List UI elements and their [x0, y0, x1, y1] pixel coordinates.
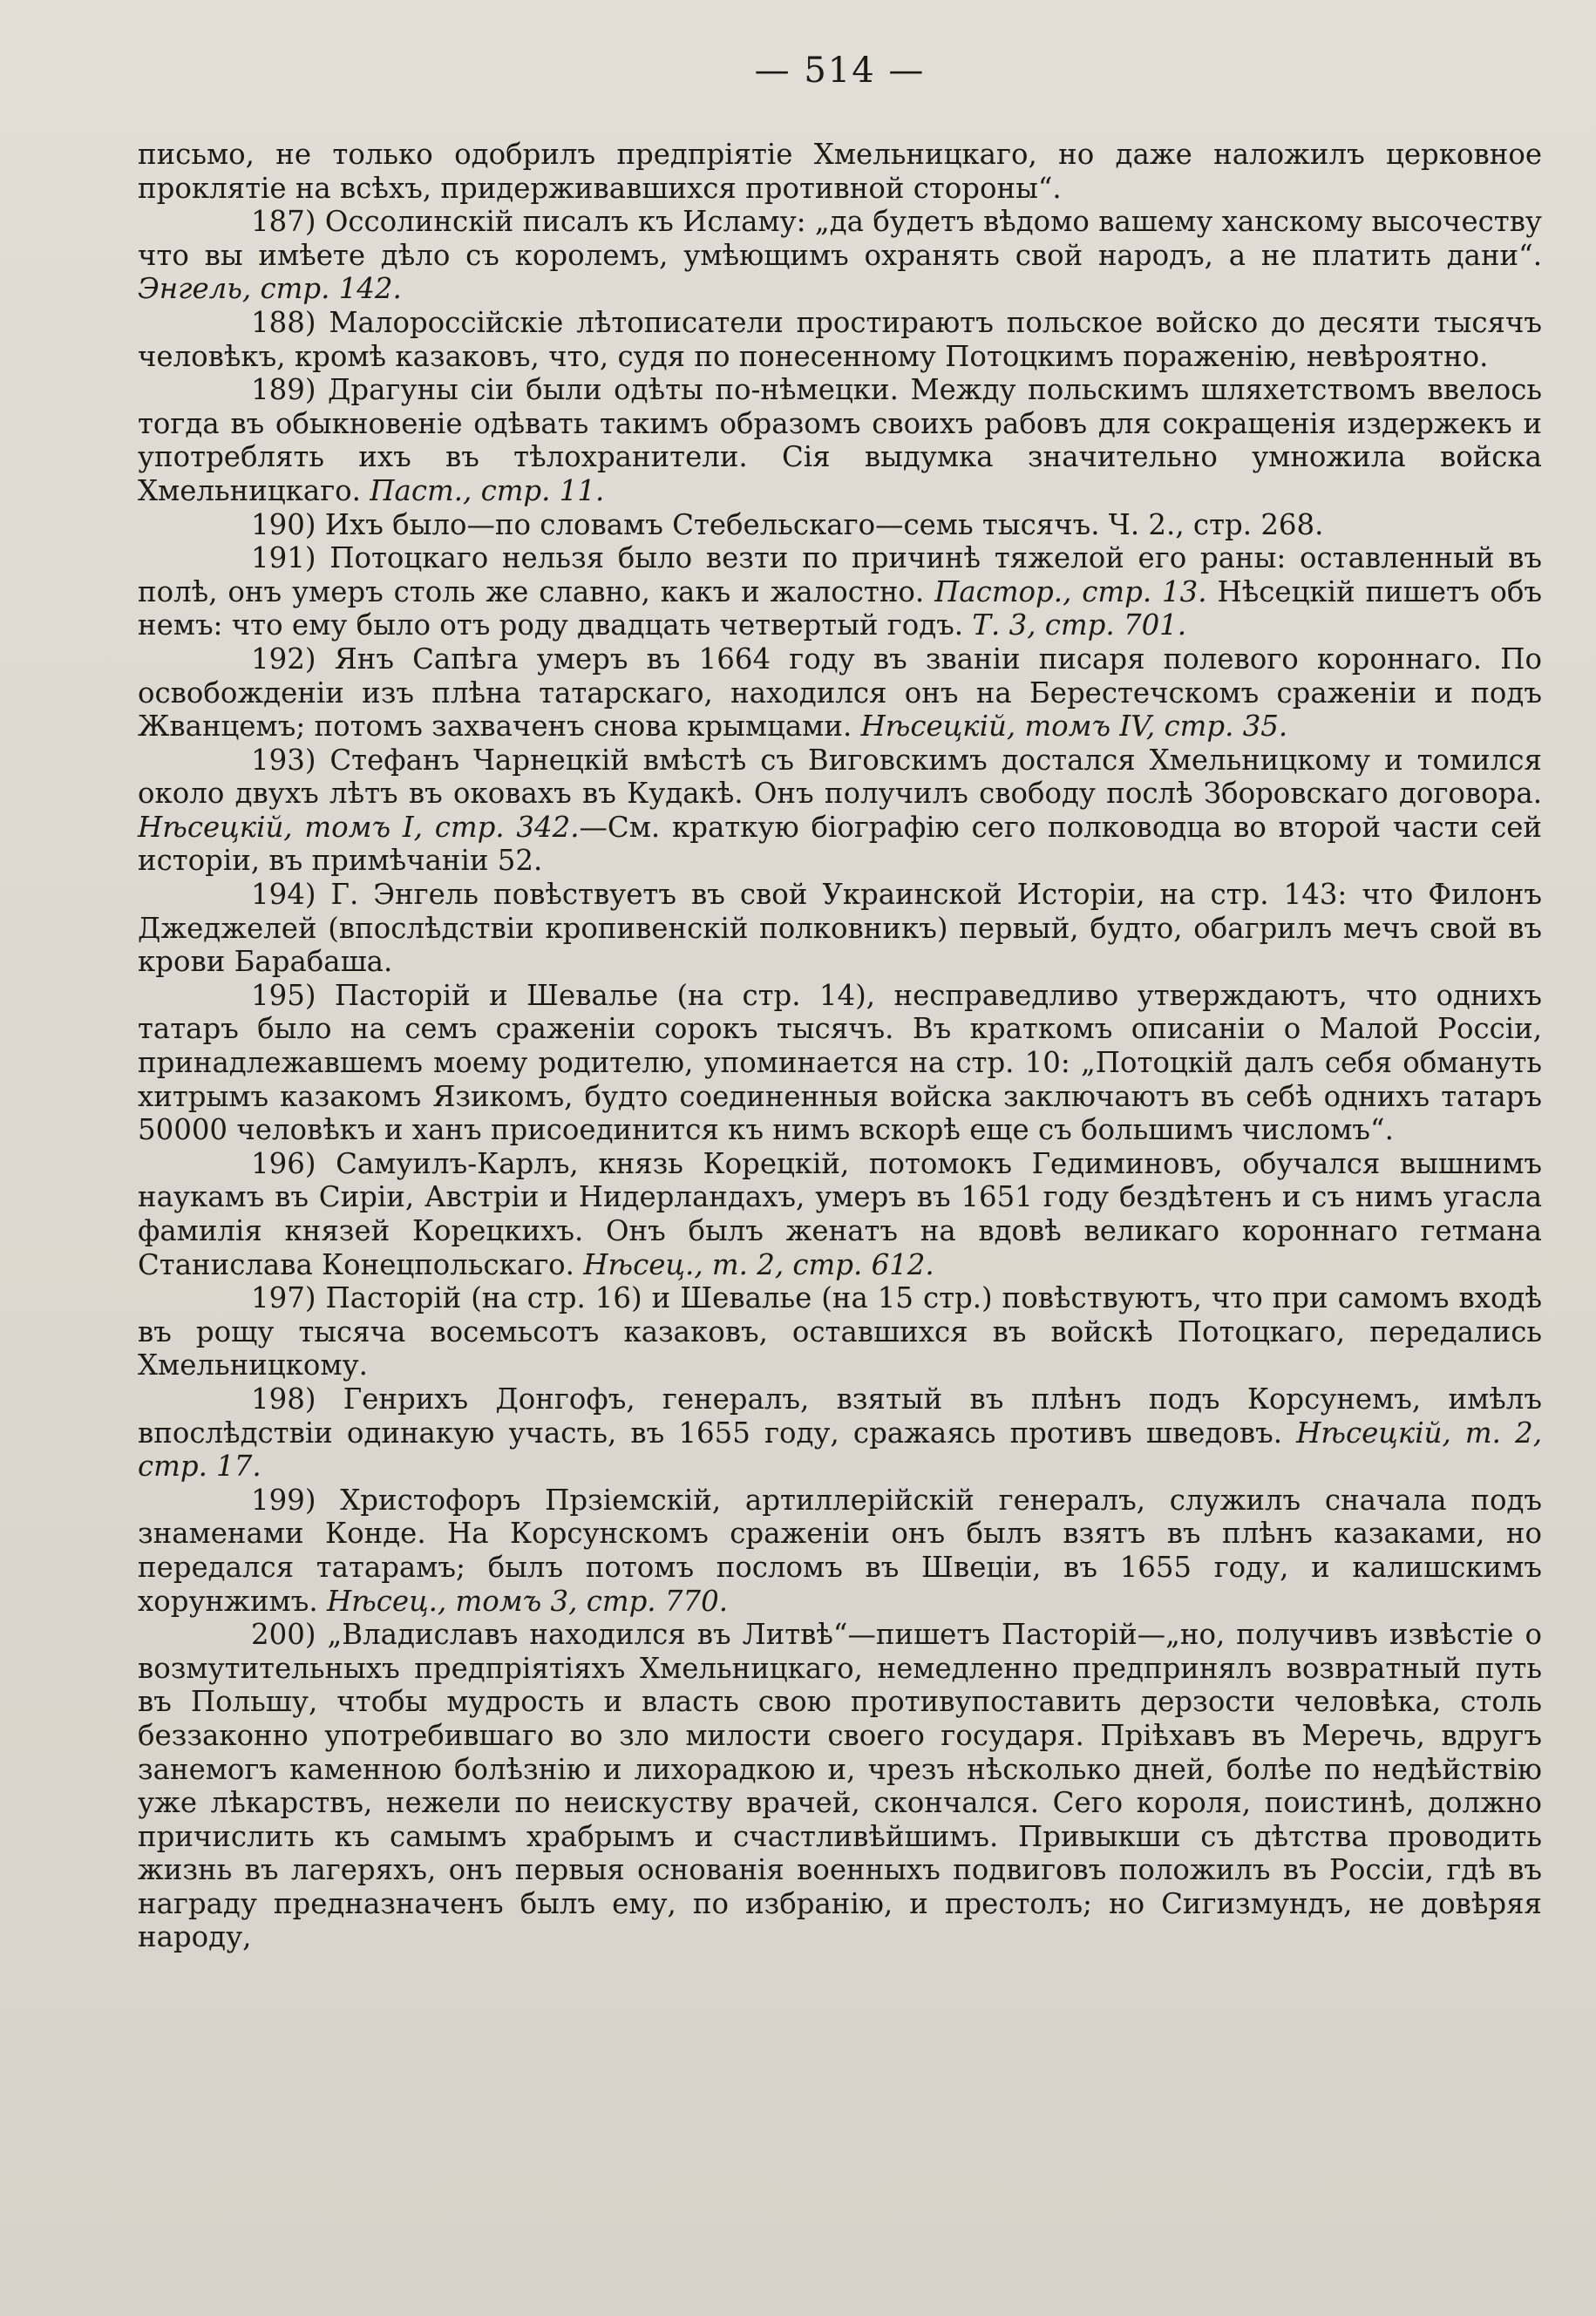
- footnote-188: 188) Малороссійскіе лѣтописатели простираютъ польское войско до десяти тысячъ человѣкъ, кромѣ казаковъ, что, судя по понесенному Потоцкимъ пораженію, невѣроятно.: [138, 305, 1542, 373]
- page-number: — 514 —: [754, 51, 926, 91]
- source-citation: Пастор., стр. 13.: [934, 574, 1207, 608]
- source-citation: Нѣсец., томъ 3, стр. 770.: [326, 1584, 729, 1618]
- source-citation: Нѣсецкій, т. 2, стр. 17.: [138, 1416, 1542, 1484]
- footnote-187: 187) Оссолинскій писалъ къ Исламу: „да будетъ вѣдомо вашему ханскому высочеству что вы имѣете дѣло съ королемъ, умѣющимъ охранять свой народъ, а не платить дани“. Энгель, стр. 142.: [138, 205, 1542, 306]
- footnote-191: 191) Потоцкаго нельзя было везти по причинѣ тяжелой его раны: оставленный въ полѣ, онъ умеръ столь же славно, какъ и жалостно. Пастор., стр. 13. Нѣсецкій пишетъ объ немъ: что ему было отъ роду двадцать четвертый годъ. Т. 3, стр. 701.: [138, 541, 1542, 642]
- source-citation: Т. 3, стр. 701.: [972, 608, 1187, 642]
- footnote-189: 189) Драгуны сіи были одѣты по-нѣмецки. Между польскимъ шляхетствомъ ввелось тогда въ обыкновеніе одѣвать такимъ образомъ своихъ рабовъ для сокращенія издержекъ и употреблять ихъ въ тѣлохранители. Сія выдумка значительно умножила войска Хмельницкаго. Паст., стр. 11.: [138, 373, 1542, 507]
- footnote-195: 195) Пасторій и Шевалье (на стр. 14), несправедливо утверждаютъ, что однихъ татаръ было на семъ сраженіи сорокъ тысячъ. Въ краткомъ описаніи о Малой Россіи, принадлежавшемъ моему родителю, упоминается на стр. 10: „Потоцкій далъ себя обмануть хитрымъ казакомъ Язикомъ, будто соединенныя войска заключаютъ въ себѣ однихъ татаръ 50000 человѣкъ и ханъ присоединится къ нимъ вскорѣ еще съ большимъ числомъ“.: [138, 978, 1542, 1147]
- footnote-198: 198) Генрихъ Донгофъ, генералъ, взятый въ плѣнъ подъ Корсунемъ, имѣлъ впослѣдствіи одинакую участь, въ 1655 году, сражаясь противъ шведовъ. Нѣсецкій, т. 2, стр. 17.: [138, 1382, 1542, 1484]
- footnote-197: 197) Пасторій (на стр. 16) и Шевалье (на 15 стр.) повѣствуютъ, что при самомъ входѣ въ рощу тысяча восемьсотъ казаковъ, оставшихся въ войскѣ Потоцкаго, передались Хмельницкому.: [138, 1281, 1542, 1382]
- paragraph-continuation: письмо, не только одобрилъ предпріятіе Хмельницкаго, но даже наложилъ церковное проклятіе на всѣхъ, придерживавшихся противной стороны“.: [138, 138, 1542, 205]
- footnote-193: 193) Стефанъ Чарнецкій вмѣстѣ съ Виговскимъ достался Хмельницкому и томился около двухъ лѣтъ въ оковахъ въ Кудакѣ. Онъ получилъ свободу послѣ Зборовскаго договора. Нѣсецкій, томъ I, стр. 342.—См. краткую біографію сего полководца во второй части сей исторіи, въ примѣчаніи 52.: [138, 743, 1542, 878]
- source-citation: Нѣсец., т. 2, стр. 612.: [583, 1247, 934, 1281]
- footnote-196: 196) Самуилъ-Карлъ, князь Корецкій, потомокъ Гедиминовъ, обучался вышнимъ наукамъ въ Сиріи, Австріи и Нидерландахъ, умеръ въ 1651 году бездѣтенъ и съ нимъ угасла фамилія князей Корецкихъ. Онъ былъ женатъ на вдовѣ великаго короннаго гетмана Станислава Конецпольскаго. Нѣсец., т. 2, стр. 612.: [138, 1146, 1542, 1281]
- source-citation: Паст., стр. 11.: [370, 473, 605, 507]
- source-citation: Энгель, стр. 142.: [138, 272, 402, 306]
- footnote-190: 190) Ихъ было—по словамъ Стебельскаго—семь тысячъ. Ч. 2., стр. 268.: [251, 507, 1324, 541]
- footnote-199: 199) Христофоръ Прзіемскій, артиллерійскій генералъ, служилъ сначала подъ знаменами Конде. На Корсунскомъ сраженіи онъ былъ взятъ въ плѣнъ казаками, но передался татарамъ; былъ потомъ посломъ въ Швеціи, въ 1655 году, и калишскимъ хорунжимъ. Нѣсец., томъ 3, стр. 770.: [138, 1483, 1542, 1618]
- source-citation: Нѣсецкій, томъ IV, стр. 35.: [860, 710, 1288, 744]
- source-citation: Нѣсецкій, томъ I, стр. 342.: [138, 810, 580, 844]
- footnote-200: 200) „Владиславъ находился въ Литвѣ“—пишетъ Пасторій—„но, получивъ извѣстіе о возмутительныхъ предпріятіяхъ Хмельницкаго, немедленно предпринялъ возвратный путь въ Польшу, чтобы мудрость и власть свою противупоставить дерзости человѣка, столь беззаконно употребившаго во зло милости своего государя. Пріѣхавъ въ Меречь, вдругъ занемогъ каменною болѣзнію и лихорадкою и, чрезъ нѣсколько дней, болѣе по недѣйствію уже лѣкарствъ, нежели по неискуству врачей, скончался. Сего короля, поистинѣ, должно причислить къ самымъ храбрымъ и счастливѣйшимъ. Привыкши съ дѣтства проводить жизнь въ лагеряхъ, онъ первыя основанія военныхъ подвиговъ положилъ въ Россіи, гдѣ въ награду предназначенъ былъ ему, по избранію, и престолъ; но Сигизмундъ, не довѣряя народу,: [138, 1618, 1542, 1954]
- body-text: [138, 138, 1542, 1954]
- footnote-192: 192) Янъ Сапѣга умеръ въ 1664 году въ званіи писаря полевого короннаго. По освобожденіи изъ плѣна татарскаго, находился онъ на Берестечскомъ сраженіи и подъ Жванцемъ; потомъ захваченъ снова крымцами. Нѣсецкій, томъ IV, стр. 35.: [138, 642, 1542, 744]
- footnote-194: 194) Г. Энгель повѣствуетъ въ свой Украинской Исторіи, на стр. 143: что Филонъ Джеджелей (впослѣдствіи кропивенскій полковникъ) первый, будто, обагрилъ мечъ свой въ крови Барабаша.: [138, 878, 1542, 979]
